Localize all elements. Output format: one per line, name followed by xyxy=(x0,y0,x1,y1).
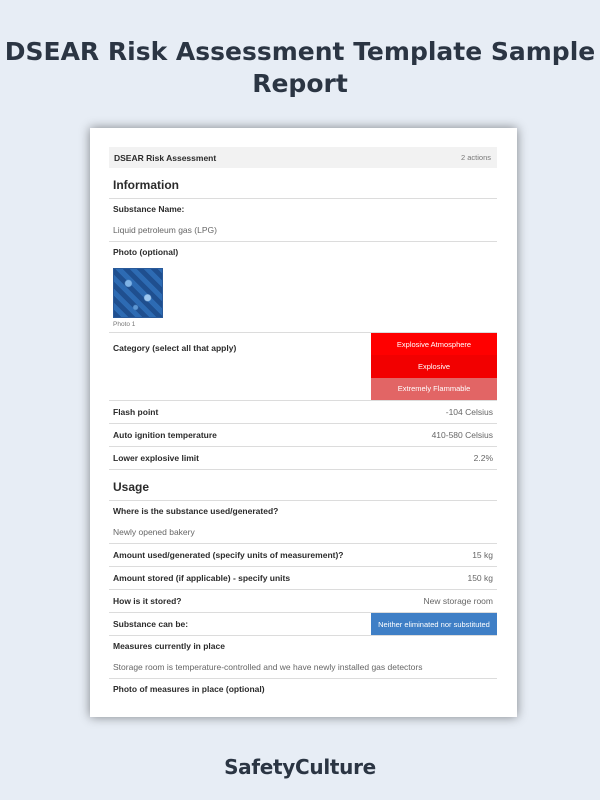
substance-can-be-label: Substance can be: xyxy=(113,619,189,629)
lower-explosive-limit-label: Lower explosive limit xyxy=(113,453,199,463)
auto-ignition-row xyxy=(109,424,497,447)
measures-value: Storage room is temperature-controlled and we have newly installed gas detectors xyxy=(113,662,423,672)
safetyculture-logo: SafetyCulture xyxy=(224,755,376,779)
amount-used-row xyxy=(109,544,497,567)
category-label: Category (select all that apply) xyxy=(113,343,237,353)
substance-can-be-badge: Neither eliminated nor substituted xyxy=(371,613,497,635)
lower-explosive-limit-row xyxy=(109,447,497,470)
category-badge-explosive: Explosive xyxy=(371,355,497,377)
measures-label: Measures currently in place xyxy=(113,641,225,651)
how-stored-row xyxy=(109,590,497,613)
category-row xyxy=(109,333,497,401)
report-name: DSEAR Risk Assessment xyxy=(114,152,217,163)
photo-measures-label: Photo of measures in place (optional) xyxy=(113,684,265,694)
amount-used-value: 15 kg xyxy=(472,550,493,560)
auto-ignition-value: 410-580 Celsius xyxy=(431,430,493,440)
photo-measures-row xyxy=(109,679,497,699)
photo-row xyxy=(109,242,497,333)
actions-count[interactable]: 2 actions xyxy=(460,153,491,162)
photo-caption: Photo 1 xyxy=(113,321,136,328)
substance-can-be-row xyxy=(109,613,497,636)
category-badge-explosive-atmosphere: Explosive Atmosphere xyxy=(371,333,497,355)
page-title: DSEAR Risk Assessment Template Sample Report xyxy=(4,37,596,98)
substance-name-value: Liquid petroleum gas (LPG) xyxy=(113,225,217,235)
measures-row xyxy=(109,636,497,679)
where-used-value: Newly opened bakery xyxy=(113,527,195,537)
how-stored-label: How is it stored? xyxy=(113,596,182,606)
report-page xyxy=(90,128,517,717)
auto-ignition-label: Auto ignition temperature xyxy=(113,430,217,440)
category-badges xyxy=(371,333,497,400)
where-used-label: Where is the substance used/generated? xyxy=(113,506,279,516)
flash-point-row xyxy=(109,401,497,424)
amount-stored-value: 150 kg xyxy=(467,573,493,583)
substance-name-label: Substance Name: xyxy=(113,204,185,214)
flash-point-value: -104 Celsius xyxy=(445,407,493,417)
section-information: Information xyxy=(109,168,497,199)
amount-stored-row xyxy=(109,567,497,590)
amount-used-label: Amount used/generated (specify units of measurement)? xyxy=(113,550,344,560)
substance-name-row xyxy=(109,199,497,242)
where-used-row xyxy=(109,501,497,544)
flash-point-label: Flash point xyxy=(113,407,159,417)
section-usage: Usage xyxy=(109,470,497,501)
report-header xyxy=(109,147,497,168)
lower-explosive-limit-value: 2.2% xyxy=(473,453,493,463)
category-badge-extremely-flammable: Extremely Flammable xyxy=(371,378,497,400)
substance-photo[interactable] xyxy=(113,268,163,318)
photo-label: Photo (optional) xyxy=(113,247,179,257)
how-stored-value: New storage room xyxy=(423,596,493,606)
amount-stored-label: Amount stored (if applicable) - specify units xyxy=(113,573,291,583)
